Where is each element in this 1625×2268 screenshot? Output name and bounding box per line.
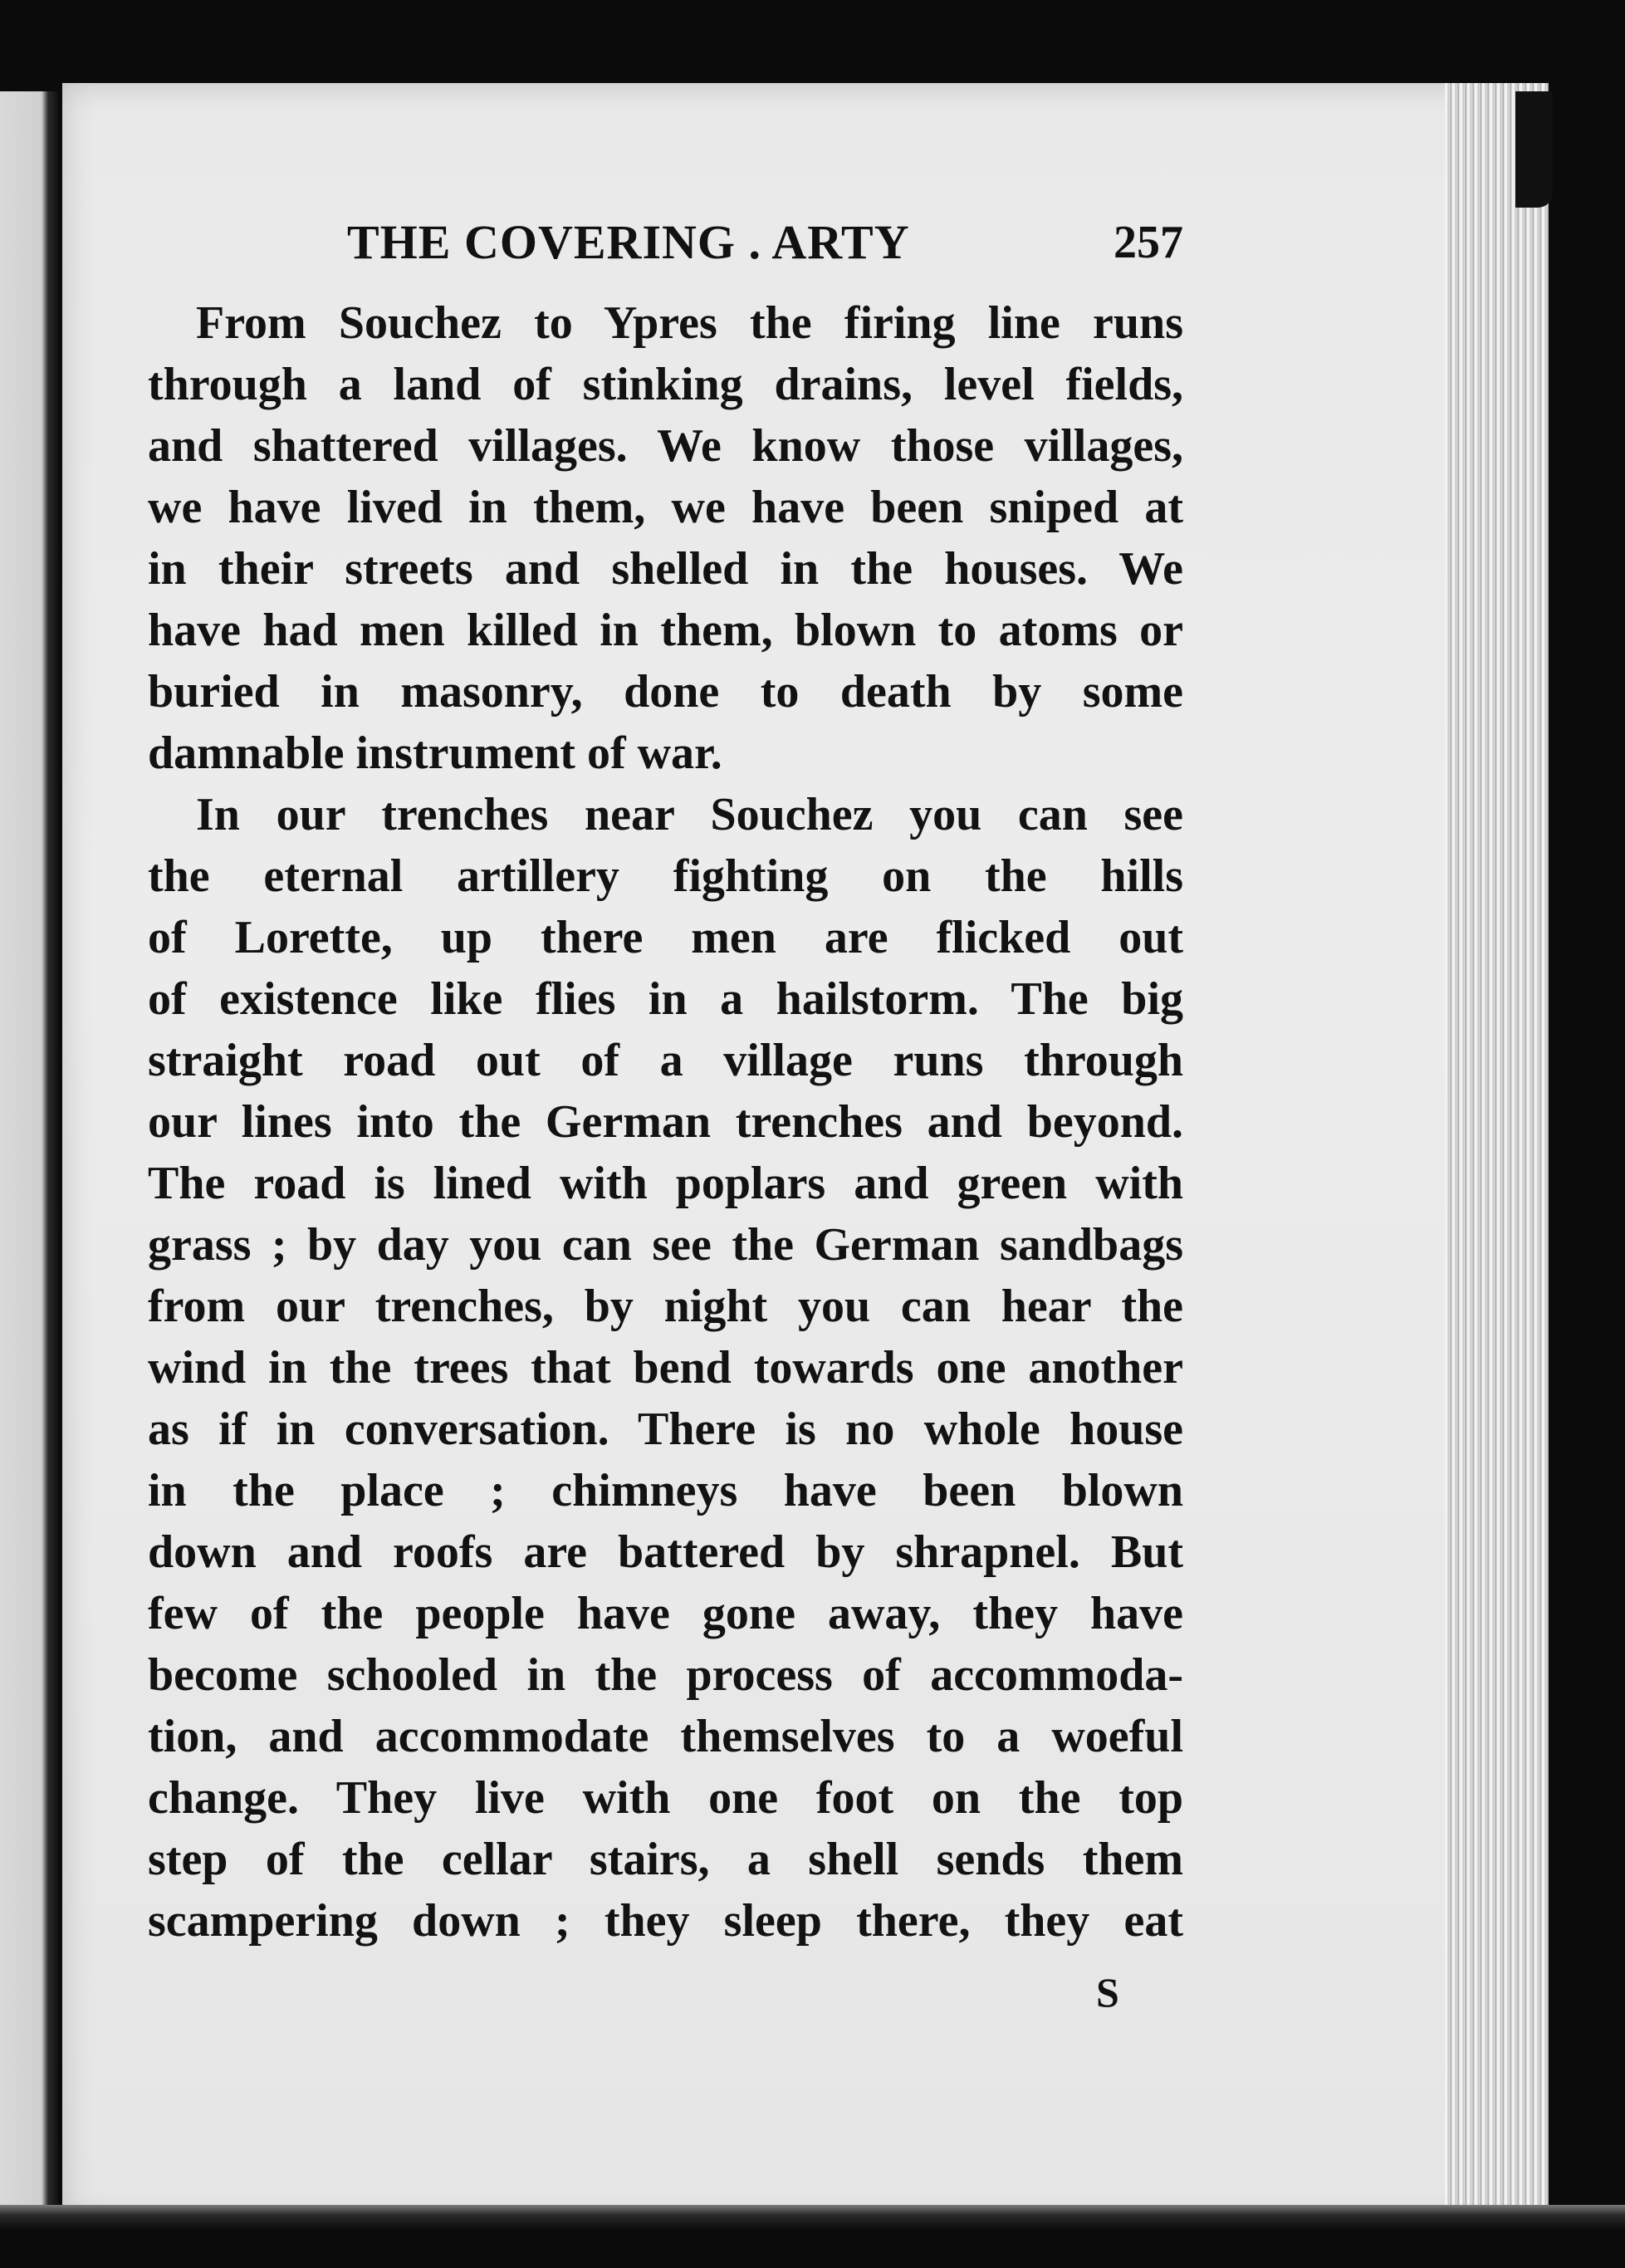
- binding-shadow: [1515, 91, 1553, 208]
- text-line: buried in masonry, done to death by some: [148, 666, 1183, 718]
- text-line: from our trenches, by night you can hear the: [148, 1281, 1183, 1332]
- text-line: of Lorette, up there men are flicked out: [148, 912, 1183, 963]
- text-line: as if in conversation. There is no whole house: [148, 1403, 1183, 1455]
- text-line: change. They live with one foot on the top: [148, 1772, 1183, 1824]
- text-line: In our trenches near Souchez you can see: [196, 789, 1183, 840]
- text-line: of existence like flies in a hailstorm. The big: [148, 973, 1183, 1025]
- text-line: our lines into the German trenches and beyond.: [148, 1096, 1183, 1148]
- text-line: through a land of stinking drains, level fields,: [148, 359, 1183, 410]
- text-line: down and roofs are battered by shrapnel. But: [148, 1526, 1183, 1578]
- text-line: the eternal artillery fighting on the hills: [148, 850, 1183, 902]
- text-line: The road is lined with poplars and green with: [148, 1158, 1183, 1209]
- text-line: wind in the trees that bend towards one another: [148, 1342, 1183, 1394]
- signature-mark: S: [1096, 1969, 1119, 2016]
- text-line: straight road out of a village runs through: [148, 1035, 1183, 1086]
- text-line: in the place ; chimneys have been blown: [148, 1465, 1183, 1516]
- text-line: have had men killed in them, blown to atoms or: [148, 605, 1183, 656]
- text-line: and shattered villages. We know those villages,: [148, 420, 1183, 472]
- running-title: THE COVERING . ARTY: [347, 215, 910, 269]
- text-line: few of the people have gone away, they have: [148, 1588, 1183, 1639]
- running-head: [148, 214, 1183, 281]
- previous-page-edge: [0, 91, 58, 2226]
- page-number: 257: [1114, 217, 1183, 268]
- text-line: we have lived in them, we have been sniped at: [148, 482, 1183, 533]
- text-line: step of the cellar stairs, a shell sends them: [148, 1834, 1183, 1885]
- text-line: damnable instrument of war.: [148, 727, 722, 779]
- text-line: become schooled in the process of accommoda-: [148, 1649, 1183, 1701]
- text-line: tion, and accommodate themselves to a woeful: [148, 1711, 1183, 1762]
- body-text: [148, 292, 1183, 1952]
- text-line: From Souchez to Ypres the firing line runs: [196, 297, 1183, 349]
- text-line: scampering down ; they sleep there, they eat: [148, 1895, 1183, 1947]
- page-block-edge: [1445, 83, 1549, 2234]
- bottom-shadow: [0, 2205, 1625, 2268]
- text-line: grass ; by day you can see the German sandbags: [148, 1219, 1183, 1271]
- text-line: in their streets and shelled in the houses. We: [148, 543, 1183, 595]
